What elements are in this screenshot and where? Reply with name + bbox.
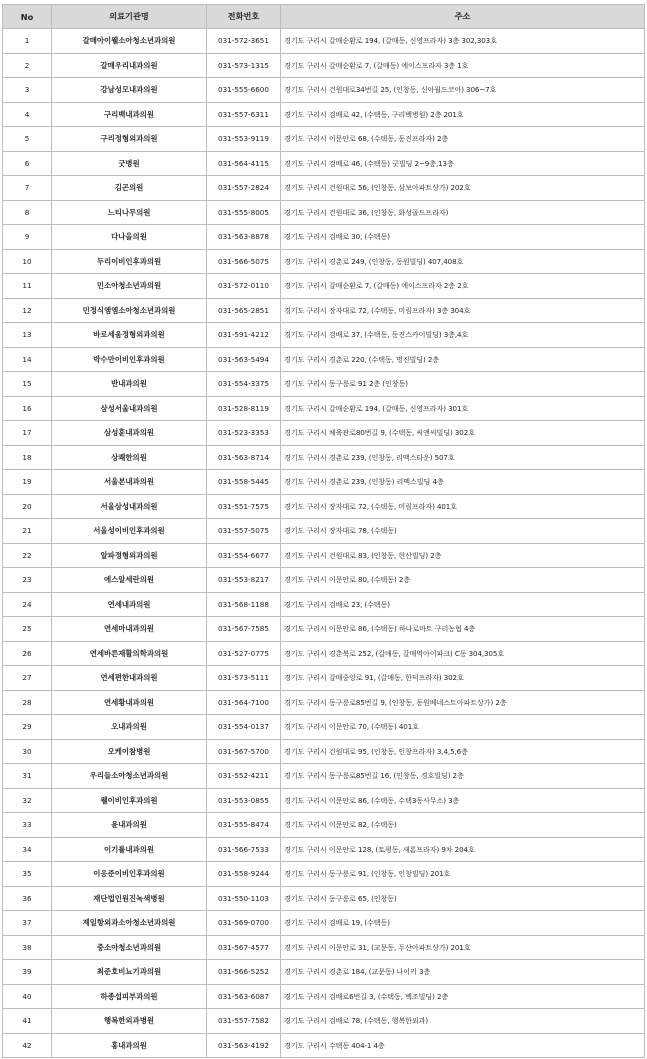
address: 경기도 구리시 체육관로80번길 9, (수택동, 씨앤씨빌딩) 302호	[281, 421, 645, 446]
table-row	[3, 151, 645, 176]
header-no: No	[3, 5, 52, 29]
table-row	[3, 470, 645, 495]
phone-number: 031-566-5252	[207, 960, 281, 985]
phone-number: 031-555-8005	[207, 200, 281, 225]
row-number: 11	[3, 274, 52, 299]
phone-number: 031-553-0855	[207, 788, 281, 813]
table-row	[3, 984, 645, 1009]
row-number: 17	[3, 421, 52, 446]
phone-number: 031-569-0700	[207, 911, 281, 936]
row-number: 2	[3, 53, 52, 78]
header-row	[3, 5, 645, 29]
table-row	[3, 715, 645, 740]
clinic-name: 이기률내과의원	[52, 837, 207, 862]
clinic-name: 제일항외과소아청소년과의원	[52, 911, 207, 936]
table-row	[3, 617, 645, 642]
phone-number: 031-553-8217	[207, 568, 281, 593]
clinic-list	[2, 4, 644, 1058]
clinic-name: 우리들소아청소년과의원	[52, 764, 207, 789]
clinic-name: 오케이참병원	[52, 739, 207, 764]
clinic-name: 바로세움정형외과의원	[52, 323, 207, 348]
table-row	[3, 494, 645, 519]
clinic-name: 연세내과의원	[52, 592, 207, 617]
table-row	[3, 886, 645, 911]
table-row	[3, 396, 645, 421]
clinic-name: 박수만이비인후과의원	[52, 347, 207, 372]
address: 경기도 구리시 갈매순환로 7, (갈매동) 에이스프라자 3층 1호	[281, 53, 645, 78]
row-number: 42	[3, 1033, 52, 1058]
address: 경기도 구리시 갈매순환로 194, (갈매동, 신영프라자) 3층 302,303호	[281, 29, 645, 54]
row-number: 33	[3, 813, 52, 838]
phone-number: 031-563-6087	[207, 984, 281, 1009]
address: 경기도 구리시 이문안로 31, (교문동, 두산아파트상가) 201호	[281, 935, 645, 960]
address: 경기도 구리시 이문안로 82, (수택동)	[281, 813, 645, 838]
address: 경기도 구리시 이문안로 80, (수택동) 2층	[281, 568, 645, 593]
clinic-name: 홍내과의원	[52, 1033, 207, 1058]
address: 경기도 구리시 동구릉로 65, (인창동)	[281, 886, 645, 911]
clinic-name: 삼성서울내과의원	[52, 396, 207, 421]
table-row	[3, 372, 645, 397]
phone-number: 031-558-5445	[207, 470, 281, 495]
address: 경기도 구리시 경춘로 249, (인창동, 동원빌딩) 407,408호	[281, 249, 645, 274]
phone-number: 031-557-6311	[207, 102, 281, 127]
clinic-name: 이응준이비인후과의원	[52, 862, 207, 887]
phone-number: 031-566-5075	[207, 249, 281, 274]
address: 경기도 구리시 이문안로 86, (수택동, 수택3동사무소) 3층	[281, 788, 645, 813]
phone-number: 031-563-4192	[207, 1033, 281, 1058]
address: 경기도 구리시 건원대로34번길 25, (인창동, 신아월드코아) 306~7호	[281, 78, 645, 103]
clinic-name: 갈매우리내과의원	[52, 53, 207, 78]
clinic-name: 최준호비뇨기과의원	[52, 960, 207, 985]
table-row	[3, 298, 645, 323]
phone-number: 031-566-7533	[207, 837, 281, 862]
clinic-name: 중소아청소년과의원	[52, 935, 207, 960]
row-number: 8	[3, 200, 52, 225]
address: 경기도 구리시 이문안로 128, (토평동, 새롬프라자) 9차 204호	[281, 837, 645, 862]
phone-number: 031-563-8878	[207, 225, 281, 250]
table-row	[3, 225, 645, 250]
row-number: 37	[3, 911, 52, 936]
row-number: 35	[3, 862, 52, 887]
row-number: 22	[3, 543, 52, 568]
clinic-name: 서울삼성내과의원	[52, 494, 207, 519]
phone-number: 031-572-3651	[207, 29, 281, 54]
address: 경기도 구리시 검배로 19, (수택동)	[281, 911, 645, 936]
table-row	[3, 1009, 645, 1034]
phone-number: 031-551-7575	[207, 494, 281, 519]
clinic-name: 웰이비인후과의원	[52, 788, 207, 813]
phone-number: 031-554-6677	[207, 543, 281, 568]
phone-number: 031-527-0775	[207, 641, 281, 666]
address: 경기도 구리시 경춘로 184, (교문동) 나이키 3층	[281, 960, 645, 985]
table-row	[3, 200, 645, 225]
phone-number: 031-565-2851	[207, 298, 281, 323]
header-address: 주소	[281, 5, 645, 29]
clinic-name: 윤내과의원	[52, 813, 207, 838]
row-number: 26	[3, 641, 52, 666]
address: 경기도 구리시 검배로 30, (수택동)	[281, 225, 645, 250]
address: 경기도 구리시 이문안로 70, (수택동) 401호	[281, 715, 645, 740]
row-number: 3	[3, 78, 52, 103]
phone-number: 031-567-4577	[207, 935, 281, 960]
table-row	[3, 53, 645, 78]
row-number: 34	[3, 837, 52, 862]
table-row	[3, 249, 645, 274]
clinic-name: 민정식엠엠소아청소년과의원	[52, 298, 207, 323]
address: 경기도 구리시 장자대로 72, (수택동, 미림프라자) 3층 304호	[281, 298, 645, 323]
table-row	[3, 127, 645, 152]
clinic-table	[2, 4, 645, 1058]
address: 경기도 구리시 경춘로 239, (인창동, 리맥스타운) 507호	[281, 445, 645, 470]
clinic-name: 김곤의원	[52, 176, 207, 201]
table-row	[3, 641, 645, 666]
table-row	[3, 960, 645, 985]
table-row	[3, 445, 645, 470]
phone-number: 031-568-1188	[207, 592, 281, 617]
table-row	[3, 274, 645, 299]
row-number: 29	[3, 715, 52, 740]
clinic-name: 연세편한내과의원	[52, 666, 207, 691]
phone-number: 031-573-1315	[207, 53, 281, 78]
address: 경기도 구리시 건원대로 56, (인창동, 삼보아파트상가) 202호	[281, 176, 645, 201]
table-row	[3, 102, 645, 127]
clinic-name: 오내과의원	[52, 715, 207, 740]
address: 경기도 구리시 검배로 46, (수택동) 굿빌딩 2~9층,13층	[281, 151, 645, 176]
row-number: 14	[3, 347, 52, 372]
row-number: 18	[3, 445, 52, 470]
row-number: 31	[3, 764, 52, 789]
address: 경기도 구리시 이문안로 68, (수택동, 동진프라자) 2층	[281, 127, 645, 152]
table-row	[3, 739, 645, 764]
table-row	[3, 813, 645, 838]
phone-number: 031-528-8119	[207, 396, 281, 421]
table-row	[3, 347, 645, 372]
table-row	[3, 666, 645, 691]
phone-number: 031-564-7100	[207, 690, 281, 715]
row-number: 24	[3, 592, 52, 617]
clinic-name: 에스알세란의원	[52, 568, 207, 593]
address: 경기도 구리시 수택동 404-1 4층	[281, 1033, 645, 1058]
clinic-name: 행복한외과병원	[52, 1009, 207, 1034]
phone-number: 031-552-4211	[207, 764, 281, 789]
clinic-name: 구리백내과의원	[52, 102, 207, 127]
row-number: 12	[3, 298, 52, 323]
row-number: 40	[3, 984, 52, 1009]
phone-number: 031-554-3375	[207, 372, 281, 397]
phone-number: 031-553-9119	[207, 127, 281, 152]
row-number: 25	[3, 617, 52, 642]
row-number: 21	[3, 519, 52, 544]
phone-number: 031-572-0110	[207, 274, 281, 299]
table-row	[3, 29, 645, 54]
table-row	[3, 690, 645, 715]
phone-number: 031-557-5075	[207, 519, 281, 544]
address: 경기도 구리시 검배로6번길 3, (수택동, 백조빌딩) 2층	[281, 984, 645, 1009]
table-row	[3, 568, 645, 593]
row-number: 19	[3, 470, 52, 495]
address: 경기도 구리시 검배로 42, (수택동, 구리백병원) 2층 201호	[281, 102, 645, 127]
phone-number: 031-555-6600	[207, 78, 281, 103]
phone-number: 031-563-5494	[207, 347, 281, 372]
table-row	[3, 935, 645, 960]
clinic-name: 다나을의원	[52, 225, 207, 250]
clinic-name: 하종섭피부과의원	[52, 984, 207, 1009]
clinic-name: 연세바른재활의학과의원	[52, 641, 207, 666]
address: 경기도 구리시 이문안로 86, (수택동) 하나로마트 구리농협 4층	[281, 617, 645, 642]
table-row	[3, 421, 645, 446]
table-row	[3, 176, 645, 201]
table-row	[3, 788, 645, 813]
clinic-name: 민소아청소년과의원	[52, 274, 207, 299]
row-number: 30	[3, 739, 52, 764]
address: 경기도 구리시 동구릉로 91, (인창동, 인창빌딩) 201호	[281, 862, 645, 887]
table-row	[3, 764, 645, 789]
phone-number: 031-567-7585	[207, 617, 281, 642]
clinic-name: 상쾌한의원	[52, 445, 207, 470]
row-number: 13	[3, 323, 52, 348]
table-row	[3, 1033, 645, 1058]
address: 경기도 구리시 동구릉로85번길 9, (인창동, 동원베네스트아파트상가) 2층	[281, 690, 645, 715]
table-header	[3, 5, 645, 29]
clinic-name: 서울본내과의원	[52, 470, 207, 495]
address: 경기도 구리시 장자대로 72, (수택동, 미림프라자) 401호	[281, 494, 645, 519]
table-row	[3, 592, 645, 617]
phone-number: 031-557-7582	[207, 1009, 281, 1034]
table-body	[3, 29, 645, 1058]
table-row	[3, 911, 645, 936]
clinic-name: 재단법인원진녹색병원	[52, 886, 207, 911]
phone-number: 031-591-4212	[207, 323, 281, 348]
table-row	[3, 837, 645, 862]
address: 경기도 구리시 동구릉로85번길 16, (인창동, 경호빌딩) 2층	[281, 764, 645, 789]
row-number: 28	[3, 690, 52, 715]
address: 경기도 구리시 검배로 78, (수택동, 행복한외과)	[281, 1009, 645, 1034]
table-row	[3, 78, 645, 103]
clinic-name: 연세황내과의원	[52, 690, 207, 715]
row-number: 20	[3, 494, 52, 519]
row-number: 7	[3, 176, 52, 201]
phone-number: 031-523-3353	[207, 421, 281, 446]
row-number: 27	[3, 666, 52, 691]
address: 경기도 구리시 갈매순환로 194, (갈매동, 신영프라자) 301호	[281, 396, 645, 421]
phone-number: 031-564-4115	[207, 151, 281, 176]
address: 경기도 구리시 건원대로 36, (인창동, 화성골드프라자)	[281, 200, 645, 225]
phone-number: 031-550-1103	[207, 886, 281, 911]
row-number: 15	[3, 372, 52, 397]
phone-number: 031-567-5700	[207, 739, 281, 764]
address: 경기도 구리시 건원대로 95, (인창동, 인창프라자) 3,4,5,6층	[281, 739, 645, 764]
row-number: 38	[3, 935, 52, 960]
row-number: 16	[3, 396, 52, 421]
phone-number: 031-563-8714	[207, 445, 281, 470]
phone-number: 031-554-0137	[207, 715, 281, 740]
row-number: 41	[3, 1009, 52, 1034]
row-number: 4	[3, 102, 52, 127]
phone-number: 031-557-2824	[207, 176, 281, 201]
clinic-name: 삼성훈내과의원	[52, 421, 207, 446]
clinic-name: 알파정형외과의원	[52, 543, 207, 568]
address: 경기도 구리시 경춘로 220, (수택동, 명진빌딩) 2층	[281, 347, 645, 372]
clinic-name: 서울성이비인후과의원	[52, 519, 207, 544]
address: 경기도 구리시 갈매순환로 7, (갈매동) 에이스프라자 2층 2호	[281, 274, 645, 299]
table-row	[3, 519, 645, 544]
phone-number: 031-558-9244	[207, 862, 281, 887]
row-number: 5	[3, 127, 52, 152]
clinic-name: 굿병원	[52, 151, 207, 176]
row-number: 9	[3, 225, 52, 250]
table-row	[3, 543, 645, 568]
address: 경기도 구리시 검배로 37, (수택동, 동진스카이빌딩) 3층,4호	[281, 323, 645, 348]
clinic-name: 강남성모내과의원	[52, 78, 207, 103]
table-row	[3, 323, 645, 348]
phone-number: 031-573-5111	[207, 666, 281, 691]
row-number: 6	[3, 151, 52, 176]
address: 경기도 구리시 갈매중앙로 91, (갈매동, 한덕프라자) 302호	[281, 666, 645, 691]
address: 경기도 구리시 검배로 23, (수택동)	[281, 592, 645, 617]
clinic-name: 두리이비인후과의원	[52, 249, 207, 274]
header-clinic-name: 의료기관명	[52, 5, 207, 29]
header-phone: 전화번호	[207, 5, 281, 29]
row-number: 10	[3, 249, 52, 274]
row-number: 1	[3, 29, 52, 54]
clinic-name: 연세마내과의원	[52, 617, 207, 642]
clinic-name: 반내과의원	[52, 372, 207, 397]
address: 경기도 구리시 건원대로 83, (인창동, 현산빌딩) 2층	[281, 543, 645, 568]
clinic-name: 갈매아이웰소아청소년과의원	[52, 29, 207, 54]
address: 경기도 구리시 장자대로 78, (수택동)	[281, 519, 645, 544]
clinic-name: 느티나무의원	[52, 200, 207, 225]
row-number: 39	[3, 960, 52, 985]
row-number: 32	[3, 788, 52, 813]
clinic-name: 구리정형외과의원	[52, 127, 207, 152]
table-row	[3, 862, 645, 887]
row-number: 36	[3, 886, 52, 911]
row-number: 23	[3, 568, 52, 593]
phone-number: 031-555-8474	[207, 813, 281, 838]
address: 경기도 구리시 경춘로 239, (인창동) 리맥스빌딩 4층	[281, 470, 645, 495]
address: 경기도 구리시 경춘북로 252, (갈매동, 갈매역아이파크) C동 304,305호	[281, 641, 645, 666]
address: 경기도 구리시 동구릉로 91 2층 (인창동)	[281, 372, 645, 397]
